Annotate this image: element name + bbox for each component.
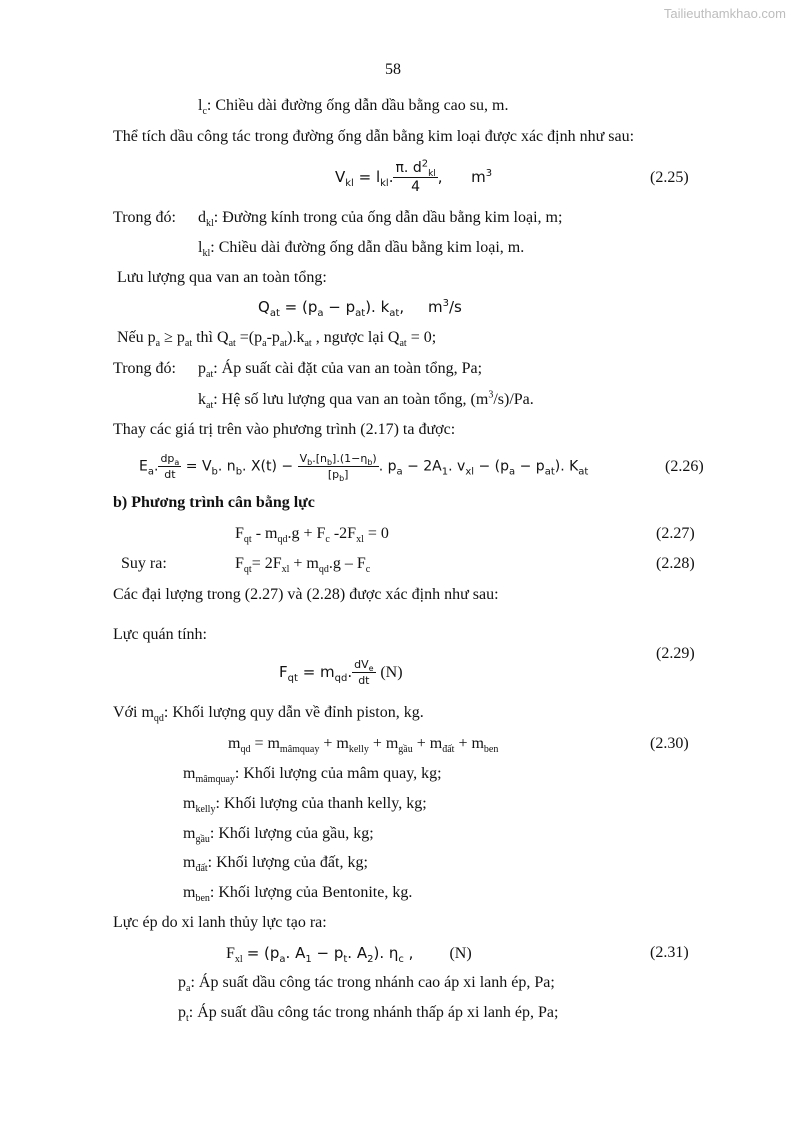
watermark: Tailieuthamkhao.com [663,6,786,21]
equation-number: (2.27) [656,525,695,542]
text-line: $m_{mâmquay}$: Khối lượng của mâm quay, kg; [183,765,442,786]
text-line: Lực ép do xi lanh thủy lực tạo ra: [113,914,327,931]
fraction: $\frac{dp_a}{dt}$ [160,452,180,481]
text-line: Lực quán tính: [113,626,207,643]
text-line: $k_{at}$: Hệ số lưu lượng qua van an toàn tổng, $(m^3/s)/Pa$. [198,389,534,412]
page-number: 58 [385,61,401,78]
text-span: Chiều dài đường ống dẫn dầu bằng cao su, m. [215,97,509,114]
text-line: $m_{đất}$: Khối lượng của đất, kg; [183,854,368,875]
text-line: $m_{ben}$: Khối lượng của Bentonite, kg. [183,884,413,905]
text-line: $l_{kl}$: Chiều dài đường ống dẫn dầu bằng kim loại, m. [198,239,525,260]
text-line: $p_{at}$: Áp suất cài đặt của van an toàn tổng, Pa; [198,360,483,381]
equation-number: (2.26) [665,458,704,475]
text-line: $p_a$: Áp suất dầu công tác trong nhánh cao áp xi lanh ép, Pa; [178,974,555,995]
equation: $Q_{at} = (p_a - p_{at})$. $k_{at}$, $m^3/s$ [258,298,462,319]
equation: $F_{qt} = m_{qd}$. $\frac{dV_e}{dt}$ (N) [279,658,403,687]
text-line: $d_{kl}$: Đường kính trong của ống dẫn dầu bằng kim loại, m; [198,209,563,230]
text-line: $m_{gầu}$: Khối lượng của gầu, kg; [183,825,374,846]
equation: $m_{qd} = m_{mâmquay} + m_{kelly} + m_{gầu} + m_{đất} + m_{ben}$ [228,735,499,756]
text-line: Suy ra: [121,555,167,572]
text-line: Lưu lượng qua van an toàn tổng: [117,269,327,286]
equation: $V_{kl} = l_{kl}$. $\frac{\pi. d^2_{kl}}{4}$ , $m^3$ [335,158,493,195]
text-line: $p_t$: Áp suất dầu công tác trong nhánh thấp áp xi lanh ép, Pa; [178,1004,559,1025]
equation-number: (2.25) [650,169,689,186]
text-line: Các đại lượng trong (2.27) và (2.28) được xác định như sau: [113,586,499,603]
text-line: Với $m_{qd}$: Khối lượng quy dẫn về đỉnh piston, kg. [113,704,424,725]
text-line: Thay các giá trị trên vào phương trình (2.17) ta được: [113,421,456,438]
equation-number: (2.31) [650,944,689,961]
text-line: $l_c$: Chiều dài đường ống dẫn dầu bằng cao su, m. [198,97,509,118]
text-line: Nếu $p_a \ge p_{at}$ thì $Q_{at} =(p_a-p_{at}).k_{at}$ , ngược lại $Q_{at} = 0$; [117,329,437,350]
section-heading: b) Phương trình cân bằng lực [113,494,315,511]
fraction: $\frac{\pi. d^2_{kl}}{4}$ [395,158,436,195]
equation-number: (2.30) [650,735,689,752]
equation-number: (2.28) [656,555,695,572]
equation: $E_a$. $\frac{dp_a}{dt}$ = $V_b$. $n_b$. X(t) − $\frac{V_b.[n_b].(1-\eta_b)}{[p_b]}$ . $p_a - 2A_1$. $v_{xl} - (p_a - p_{at})$. $K_{at}$ [139,452,589,484]
fraction: $\frac{V_b.[n_b].(1-\eta_b)}{[p_b]}$ [299,452,377,484]
equation-number: (2.29) [656,645,695,662]
text-line: $m_{kelly}$: Khối lượng của thanh kelly, kg; [183,795,427,816]
text-line: Thể tích dầu công tác trong đường ống dẫn bằng kim loại được xác định như sau: [113,128,635,145]
text-line: Trong đó: [113,360,176,377]
text-line: Trong đó: [113,209,176,226]
equation: $F_{xl} = (p_a$. $A_1 - p_t$. $A_2$). $\eta_c$ , (N) [226,944,472,966]
fraction: $\frac{dV_e}{dt}$ [354,658,374,687]
equation: $F_{qt}= 2F_{xl} + m_{qd}.g - F_c$ [235,555,371,576]
equation: $F_{qt} - m_{qd}.g + F_c$ $-2F_{xl} = 0$ [235,525,389,546]
